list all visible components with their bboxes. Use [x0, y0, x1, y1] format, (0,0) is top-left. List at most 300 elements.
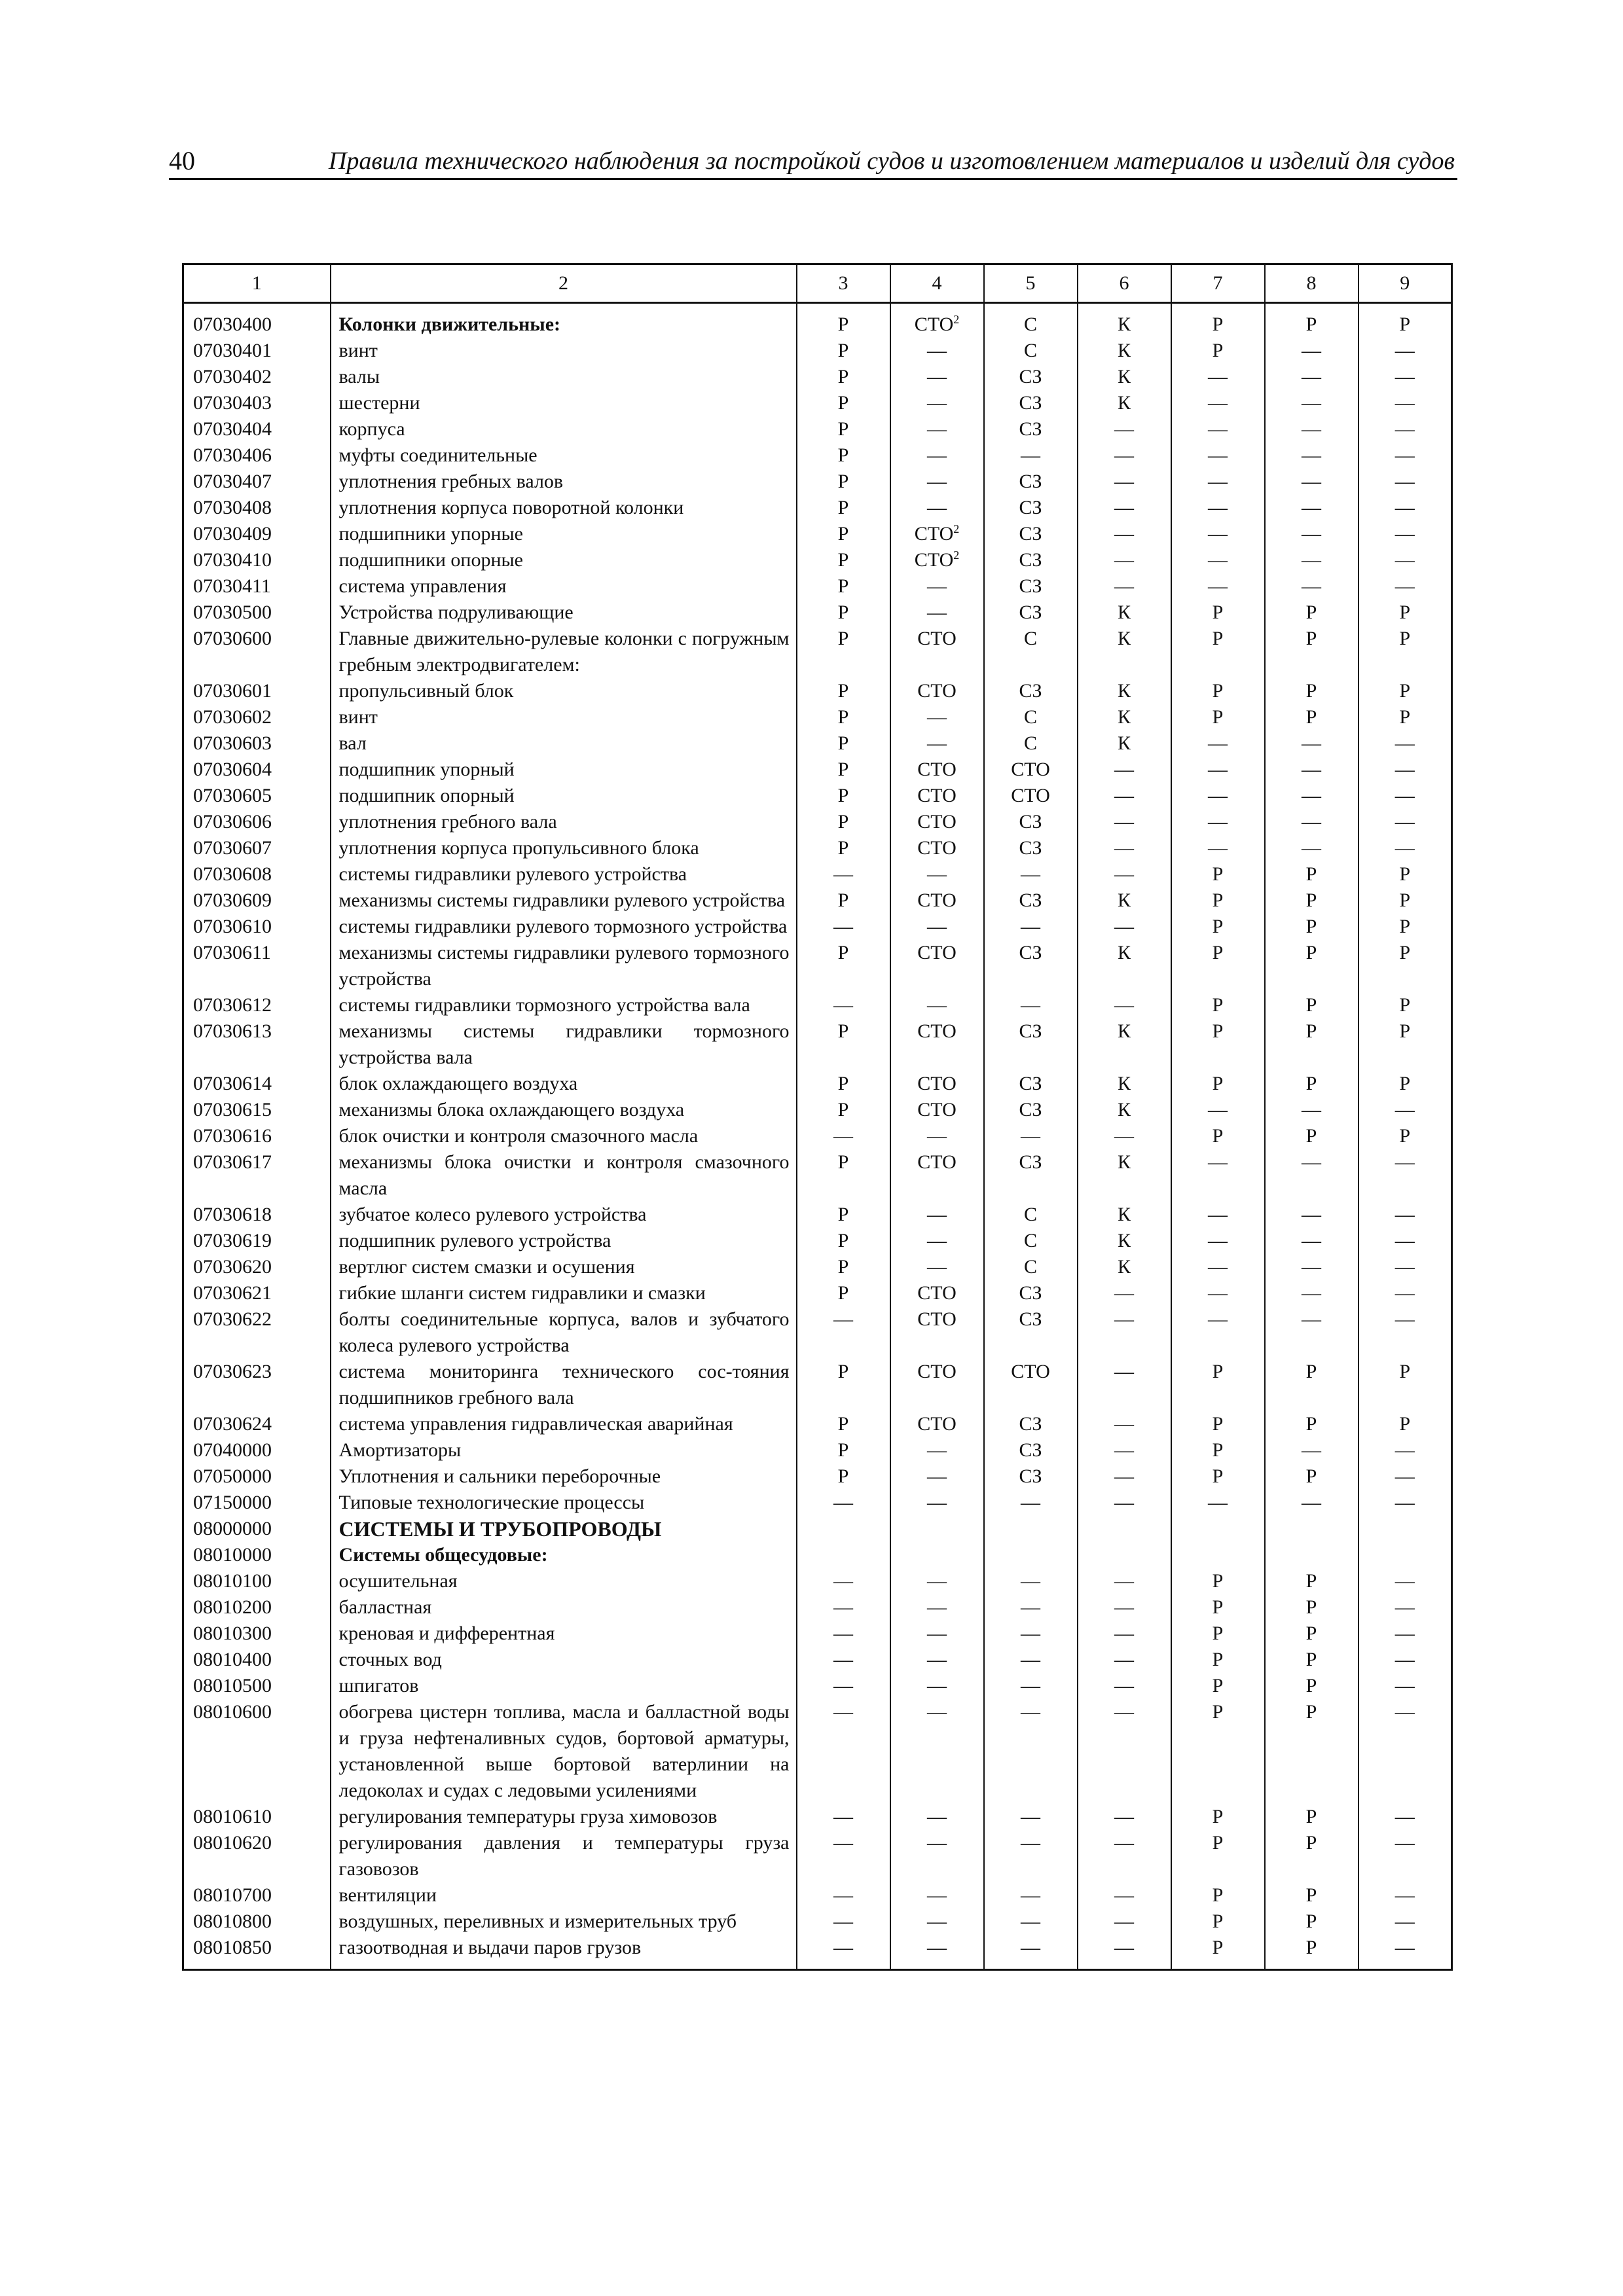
cell-col-3: Р [797, 521, 890, 547]
cell-col-6: — [1078, 1306, 1171, 1359]
cell-col-7: Р [1171, 1830, 1265, 1882]
page-number: 40 [169, 146, 195, 175]
table-row [183, 626, 1452, 678]
cell-col-5: С [984, 626, 1078, 678]
row-code: 07030612 [183, 992, 331, 1018]
cell-col-5: — [984, 1621, 1078, 1647]
row-code: 07030610 [183, 914, 331, 940]
cell-col-8: Р [1265, 1071, 1359, 1097]
cell-col-6: — [1078, 573, 1171, 600]
cell-col-6: — [1078, 1935, 1171, 1970]
cell-col-7: Р [1171, 626, 1265, 678]
cell-col-7: Р [1171, 1463, 1265, 1490]
row-name: механизмы блока охлаждающего воздуха [331, 1097, 797, 1123]
cell-col-8: — [1265, 547, 1359, 573]
cell-col-5: — [984, 1699, 1078, 1804]
row-code: 07030620 [183, 1254, 331, 1280]
cell-col-5: С [984, 1202, 1078, 1228]
cell-col-4: СТО [890, 1149, 984, 1202]
cell-col-5: СТО [984, 783, 1078, 809]
cell-col-9: — [1359, 390, 1452, 416]
cell-col-8: Р [1265, 1018, 1359, 1071]
row-code: 07030411 [183, 573, 331, 600]
row-name: креновая и дифферентная [331, 1621, 797, 1647]
row-code: 07030401 [183, 338, 331, 364]
cell-col-4: — [890, 1673, 984, 1699]
row-name: пропульсивный блок [331, 678, 797, 704]
cell-col-9: — [1359, 364, 1452, 390]
cell-col-9: Р [1359, 704, 1452, 730]
row-name: уплотнения гребного вала [331, 809, 797, 835]
cell-col-5: — [984, 442, 1078, 469]
cell-col-4: — [890, 573, 984, 600]
footnote-marker: 2 [953, 522, 960, 535]
row-name: Устройства подруливающие [331, 600, 797, 626]
cell-col-8: Р [1265, 1935, 1359, 1970]
cell-col-5: СЗ [984, 835, 1078, 861]
cell-col-9 [1359, 1542, 1452, 1568]
cell-col-7: Р [1171, 914, 1265, 940]
cell-col-7: — [1171, 364, 1265, 390]
row-code: 07030611 [183, 940, 331, 992]
table-body [183, 303, 1452, 1970]
cell-col-4: — [890, 1935, 984, 1970]
cell-col-4: — [890, 416, 984, 442]
cell-col-3: Р [797, 573, 890, 600]
cell-col-4: — [890, 1830, 984, 1882]
cell-col-7: — [1171, 1490, 1265, 1516]
cell-col-9: — [1359, 1804, 1452, 1830]
cell-col-6: — [1078, 442, 1171, 469]
cell-col-7: — [1171, 521, 1265, 547]
cell-col-7: Р [1171, 888, 1265, 914]
cell-col-8: — [1265, 730, 1359, 757]
cell-col-5: С [984, 704, 1078, 730]
row-name: винт [331, 338, 797, 364]
row-code: 07030605 [183, 783, 331, 809]
cell-col-9: — [1359, 1594, 1452, 1621]
cell-col-8: Р [1265, 704, 1359, 730]
row-code: 07030601 [183, 678, 331, 704]
cell-col-5: СЗ [984, 390, 1078, 416]
cell-col-3: — [797, 1673, 890, 1699]
cell-col-3: — [797, 1306, 890, 1359]
table-row [183, 573, 1452, 600]
row-code: 07030409 [183, 521, 331, 547]
column-header: 9 [1359, 264, 1452, 303]
cell-col-4: — [890, 1463, 984, 1490]
row-name: Главные движительно-рулевые колонки с погружным гребным электродвигателем: [331, 626, 797, 678]
table-row [183, 1490, 1452, 1516]
cell-col-3: — [797, 1594, 890, 1621]
cell-col-7: — [1171, 1202, 1265, 1228]
table-row [183, 1804, 1452, 1830]
cell-col-8: Р [1265, 626, 1359, 678]
row-name: регулирования давления и температуры груза газовозов [331, 1830, 797, 1882]
row-name: Системы общесудовые: [331, 1542, 797, 1568]
cell-col-8: — [1265, 809, 1359, 835]
cell-col-8: Р [1265, 914, 1359, 940]
cell-col-4: СТО [890, 757, 984, 783]
row-name: шестерни [331, 390, 797, 416]
column-header: 5 [984, 264, 1078, 303]
cell-col-8: Р [1265, 940, 1359, 992]
cell-col-6: К [1078, 364, 1171, 390]
cell-col-9: — [1359, 573, 1452, 600]
cell-col-3: Р [797, 940, 890, 992]
row-name: механизмы системы гидравлики тормозного устройства вала [331, 1018, 797, 1071]
cell-col-4: — [890, 1594, 984, 1621]
cell-col-9: — [1359, 1149, 1452, 1202]
cell-col-5: СЗ [984, 1149, 1078, 1202]
table-row [183, 730, 1452, 757]
cell-col-4: — [890, 1490, 984, 1516]
cell-col-4: — [890, 469, 984, 495]
row-code: 07030608 [183, 861, 331, 888]
row-code: 07030400 [183, 303, 331, 338]
cell-col-7: Р [1171, 338, 1265, 364]
cell-col-3: — [797, 1909, 890, 1935]
row-code: 07030404 [183, 416, 331, 442]
row-code: 08010200 [183, 1594, 331, 1621]
cell-col-6: — [1078, 1647, 1171, 1673]
cell-col-8: Р [1265, 1673, 1359, 1699]
cell-col-5: СЗ [984, 1306, 1078, 1359]
cell-col-4: СТО$^2$ [890, 547, 984, 573]
cell-col-6: К [1078, 390, 1171, 416]
cell-col-3: — [797, 1621, 890, 1647]
table-row [183, 600, 1452, 626]
cell-col-7: — [1171, 416, 1265, 442]
cell-col-7: — [1171, 390, 1265, 416]
cell-col-4: СТО [890, 1097, 984, 1123]
table-row [183, 1123, 1452, 1149]
cell-col-9: — [1359, 1463, 1452, 1490]
cell-col-6: — [1078, 1411, 1171, 1437]
cell-col-4: — [890, 600, 984, 626]
cell-col-7: Р [1171, 992, 1265, 1018]
cell-col-3: — [797, 1830, 890, 1882]
table-row [183, 1699, 1452, 1804]
cell-col-8: — [1265, 835, 1359, 861]
table-row [183, 992, 1452, 1018]
row-name: Уплотнения и сальники переборочные [331, 1463, 797, 1490]
table-row [183, 303, 1452, 338]
cell-col-5: — [984, 1830, 1078, 1882]
cell-col-9: — [1359, 1306, 1452, 1359]
cell-col-5: — [984, 861, 1078, 888]
cell-col-3: Р [797, 1254, 890, 1280]
cell-col-4 [890, 1542, 984, 1568]
cell-col-3: Р [797, 1359, 890, 1411]
cell-col-5: СТО [984, 757, 1078, 783]
cell-col-8: Р [1265, 1594, 1359, 1621]
table-row [183, 1280, 1452, 1306]
cell-col-3 [797, 1516, 890, 1542]
cell-col-9: — [1359, 1437, 1452, 1463]
cell-col-3: Р [797, 338, 890, 364]
cell-col-4: СТО [890, 1018, 984, 1071]
cell-col-5: С [984, 1228, 1078, 1254]
cell-col-7: — [1171, 730, 1265, 757]
cell-col-4: — [890, 364, 984, 390]
cell-col-6: К [1078, 730, 1171, 757]
cell-col-4: — [890, 390, 984, 416]
cell-col-5: СЗ [984, 1280, 1078, 1306]
row-name: регулирования температуры груза химовозов [331, 1804, 797, 1830]
column-header: 7 [1171, 264, 1265, 303]
table-row [183, 1621, 1452, 1647]
row-code: 07030623 [183, 1359, 331, 1411]
row-name: механизмы системы гидравлики рулевого устройства [331, 888, 797, 914]
row-name: корпуса [331, 416, 797, 442]
table-row [183, 1542, 1452, 1568]
cell-col-5: СЗ [984, 573, 1078, 600]
table-row [183, 1097, 1452, 1123]
cell-col-8: Р [1265, 1463, 1359, 1490]
cell-col-7: — [1171, 442, 1265, 469]
table-row [183, 914, 1452, 940]
row-name: валы [331, 364, 797, 390]
cell-col-3: Р [797, 888, 890, 914]
table-row [183, 835, 1452, 861]
row-name: системы гидравлики тормозного устройства вала [331, 992, 797, 1018]
table-row [183, 783, 1452, 809]
running-title: Правила технического наблюдения за постройкой судов и изготовлением материалов и изделий для судов [328, 147, 1455, 175]
row-code: 08010600 [183, 1699, 331, 1804]
row-name: подшипники опорные [331, 547, 797, 573]
cell-col-9: — [1359, 1202, 1452, 1228]
cell-col-4: — [890, 1647, 984, 1673]
cell-col-9: — [1359, 1097, 1452, 1123]
row-name: Амортизаторы [331, 1437, 797, 1463]
cell-col-6: — [1078, 809, 1171, 835]
cell-col-9: Р [1359, 1071, 1452, 1097]
table-row [183, 338, 1452, 364]
cell-col-3: Р [797, 1149, 890, 1202]
table-row [183, 1882, 1452, 1909]
cell-col-9: — [1359, 757, 1452, 783]
row-name: уплотнения гребных валов [331, 469, 797, 495]
cell-col-6: К [1078, 1202, 1171, 1228]
cell-col-6: К [1078, 303, 1171, 338]
cell-col-5: — [984, 992, 1078, 1018]
row-code: 08010850 [183, 1935, 331, 1970]
cell-col-9: — [1359, 1882, 1452, 1909]
cell-col-6: К [1078, 1097, 1171, 1123]
table-row [183, 521, 1452, 547]
cell-col-7: Р [1171, 1568, 1265, 1594]
table-row [183, 1594, 1452, 1621]
cell-col-9: — [1359, 1568, 1452, 1594]
cell-col-7: Р [1171, 1018, 1265, 1071]
cell-col-3: — [797, 1123, 890, 1149]
cell-col-5: С [984, 338, 1078, 364]
row-name: подшипник опорный [331, 783, 797, 809]
cell-col-8: Р [1265, 888, 1359, 914]
row-name: система управления гидравлическая аварийная [331, 1411, 797, 1437]
cell-col-6 [1078, 1516, 1171, 1542]
row-name: уплотнения корпуса пропульсивного блока [331, 835, 797, 861]
cell-col-6: — [1078, 1673, 1171, 1699]
cell-col-5: СЗ [984, 547, 1078, 573]
cell-col-7: — [1171, 1097, 1265, 1123]
cell-col-6: К [1078, 888, 1171, 914]
cell-col-9: — [1359, 1228, 1452, 1254]
cell-col-7: — [1171, 469, 1265, 495]
cell-col-6: — [1078, 835, 1171, 861]
cell-col-8: Р [1265, 1647, 1359, 1673]
cell-col-5: — [984, 1909, 1078, 1935]
cell-col-9: — [1359, 1647, 1452, 1673]
cell-col-7: Р [1171, 1071, 1265, 1097]
cell-col-8: Р [1265, 678, 1359, 704]
row-name: сточных вод [331, 1647, 797, 1673]
footnote-marker: 2 [953, 313, 960, 326]
row-name: система управления [331, 573, 797, 600]
cell-col-9: Р [1359, 914, 1452, 940]
cell-col-9: — [1359, 1490, 1452, 1516]
cell-col-6: — [1078, 1909, 1171, 1935]
cell-col-8: Р [1265, 303, 1359, 338]
cell-col-6: — [1078, 914, 1171, 940]
cell-col-6: — [1078, 547, 1171, 573]
cell-col-7: Р [1171, 1359, 1265, 1411]
cell-col-5: СЗ [984, 940, 1078, 992]
row-name: механизмы системы гидравлики рулевого тормозного устройства [331, 940, 797, 992]
row-code: 07030609 [183, 888, 331, 914]
cell-col-6 [1078, 1542, 1171, 1568]
cell-col-4: — [890, 338, 984, 364]
table-row [183, 757, 1452, 783]
cell-col-5: — [984, 1804, 1078, 1830]
cell-col-3: Р [797, 1411, 890, 1437]
cell-col-9: — [1359, 730, 1452, 757]
cell-col-8: — [1265, 1149, 1359, 1202]
cell-col-7: Р [1171, 1804, 1265, 1830]
footnote-marker: 2 [953, 548, 960, 562]
row-name: воздушных, переливных и измерительных труб [331, 1909, 797, 1935]
row-name: система мониторинга технического сос-тояния подшипников гребного вала [331, 1359, 797, 1411]
cell-col-7: — [1171, 1149, 1265, 1202]
cell-col-3: Р [797, 1228, 890, 1254]
table-row [183, 678, 1452, 704]
row-name: блок очистки и контроля смазочного масла [331, 1123, 797, 1149]
table-row [183, 1202, 1452, 1228]
table-row [183, 861, 1452, 888]
cell-col-9: Р [1359, 1411, 1452, 1437]
table-row [183, 442, 1452, 469]
cell-col-7: Р [1171, 940, 1265, 992]
column-header: 4 [890, 264, 984, 303]
row-name: винт [331, 704, 797, 730]
cell-col-9: — [1359, 495, 1452, 521]
cell-col-8: — [1265, 1228, 1359, 1254]
cell-col-6: К [1078, 600, 1171, 626]
cell-col-8: — [1265, 573, 1359, 600]
cell-col-6: — [1078, 495, 1171, 521]
page-header [169, 144, 1457, 180]
cell-col-4: — [890, 730, 984, 757]
column-header: 2 [331, 264, 797, 303]
cell-col-4: — [890, 1123, 984, 1149]
cell-col-6: — [1078, 783, 1171, 809]
cell-col-5 [984, 1516, 1078, 1542]
cell-col-9: — [1359, 1830, 1452, 1882]
row-name: подшипник упорный [331, 757, 797, 783]
cell-col-9: Р [1359, 861, 1452, 888]
table-row [183, 547, 1452, 573]
cell-col-4: — [890, 442, 984, 469]
cell-col-9: — [1359, 1909, 1452, 1935]
cell-col-6: — [1078, 1882, 1171, 1909]
cell-col-3: Р [797, 547, 890, 573]
cell-col-9: — [1359, 416, 1452, 442]
table-header-row [183, 264, 1452, 303]
cell-col-6: К [1078, 626, 1171, 678]
cell-col-3: Р [797, 678, 890, 704]
row-name: Типовые технологические процессы [331, 1490, 797, 1516]
row-code: 08010100 [183, 1568, 331, 1594]
cell-col-9: Р [1359, 888, 1452, 914]
cell-col-9: Р [1359, 940, 1452, 992]
table-row [183, 1359, 1452, 1411]
row-code: 07030619 [183, 1228, 331, 1254]
row-name: обогрева цистерн топлива, масла и балластной воды и груза нефтеналивных судов, бортовой арматуры, установленной выше бортовой ватерлинии на ледоколах и судах с ледовыми усилениями [331, 1699, 797, 1804]
cell-col-7: Р [1171, 600, 1265, 626]
cell-col-8: — [1265, 390, 1359, 416]
cell-col-4: — [890, 1254, 984, 1280]
table-row [183, 1306, 1452, 1359]
row-code: 08010620 [183, 1830, 331, 1882]
row-code: 07030402 [183, 364, 331, 390]
row-code: 07030408 [183, 495, 331, 521]
cell-col-9: Р [1359, 626, 1452, 678]
cell-col-4: СТО [890, 783, 984, 809]
row-code: 07030410 [183, 547, 331, 573]
cell-col-7: — [1171, 1306, 1265, 1359]
cell-col-7: Р [1171, 1594, 1265, 1621]
cell-col-3 [797, 1542, 890, 1568]
cell-col-3: Р [797, 600, 890, 626]
cell-col-7: Р [1171, 1909, 1265, 1935]
cell-col-4: — [890, 992, 984, 1018]
row-code: 07030606 [183, 809, 331, 835]
table-row [183, 1018, 1452, 1071]
cell-col-8: Р [1265, 1882, 1359, 1909]
row-code: 07030604 [183, 757, 331, 783]
cell-col-4: — [890, 1437, 984, 1463]
cell-col-6: — [1078, 1699, 1171, 1804]
cell-col-4: — [890, 1909, 984, 1935]
row-code: 07040000 [183, 1437, 331, 1463]
cell-col-4: — [890, 1202, 984, 1228]
cell-col-8: Р [1265, 1830, 1359, 1882]
cell-col-6: — [1078, 1463, 1171, 1490]
cell-col-6: — [1078, 1123, 1171, 1149]
table-row [183, 1071, 1452, 1097]
cell-col-8: — [1265, 1254, 1359, 1280]
row-code: 07030603 [183, 730, 331, 757]
cell-col-7: Р [1171, 1621, 1265, 1647]
cell-col-8: — [1265, 1306, 1359, 1359]
cell-col-7: — [1171, 757, 1265, 783]
cell-col-4: СТО [890, 1280, 984, 1306]
cell-col-8: Р [1265, 992, 1359, 1018]
cell-col-9: Р [1359, 1359, 1452, 1411]
cell-col-8: Р [1265, 1909, 1359, 1935]
row-name: вал [331, 730, 797, 757]
